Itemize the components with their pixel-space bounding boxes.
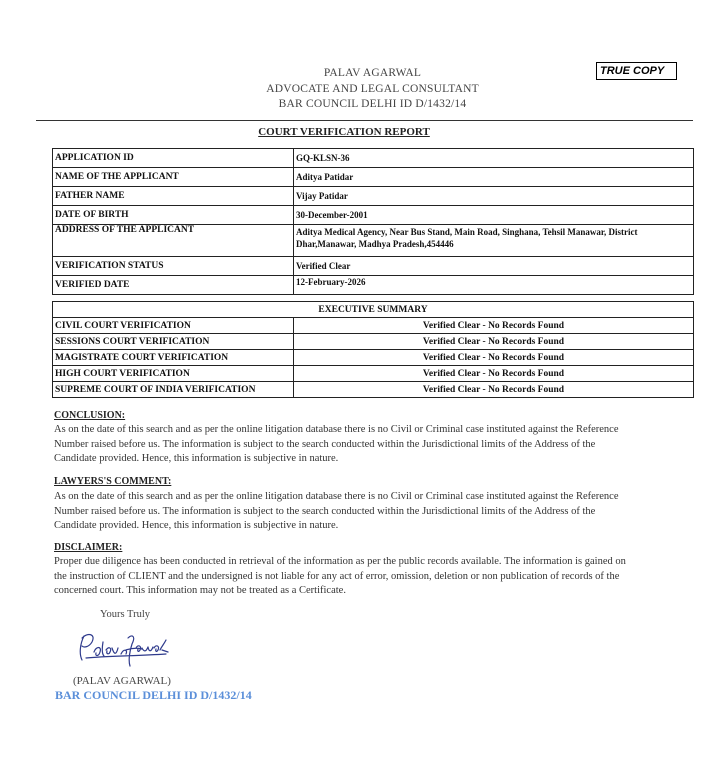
table-row bbox=[53, 366, 694, 382]
detail-label: DATE OF BIRTH bbox=[53, 206, 294, 225]
detail-value: Vijay Patidar bbox=[294, 187, 694, 206]
text-line: As on the date of this search and as per the online litigation database there is no Civil or Criminal case instituted against the Reference bbox=[54, 424, 619, 435]
bar-council-id: BAR COUNCIL DELHI ID D/1432/14 bbox=[278, 98, 467, 110]
detail-value: 12-February-2026 bbox=[294, 276, 694, 295]
detail-label: VERIFICATION STATUS bbox=[53, 257, 294, 276]
true-copy-stamp: TRUE COPY bbox=[596, 62, 677, 80]
detail-value: Aditya Patidar bbox=[294, 168, 694, 187]
text-line: As on the date of this search and as per the online litigation database there is no Civil or Criminal case instituted against the Reference bbox=[54, 491, 619, 502]
table-row bbox=[53, 334, 694, 350]
court-name: CIVIL COURT VERIFICATION bbox=[53, 318, 294, 334]
lawyers-comment-heading: LAWYERS'S COMMENT: bbox=[54, 476, 172, 487]
court-result: Verified Clear - No Records Found bbox=[294, 382, 694, 398]
court-result: Verified Clear - No Records Found bbox=[294, 350, 694, 366]
court-name: SUPREME COURT OF INDIA VERIFICATION bbox=[53, 382, 294, 398]
handwritten-signature bbox=[76, 630, 171, 670]
detail-label: VERIFIED DATE bbox=[53, 276, 294, 295]
advocate-designation: ADVOCATE AND LEGAL CONSULTANT bbox=[266, 82, 479, 95]
text-line: Number raised before us. The information is subject to the search conducted within the Jurisdictional limits of the Address of the bbox=[54, 438, 596, 450]
court-name: SESSIONS COURT VERIFICATION bbox=[53, 334, 294, 350]
closing-text: Yours Truly bbox=[100, 609, 151, 620]
table-row bbox=[53, 276, 694, 295]
text-line: Candidate provided. Hence, this information is subjective in nature. bbox=[54, 520, 339, 532]
table-row bbox=[53, 168, 694, 187]
table-row bbox=[53, 149, 694, 168]
detail-value: 30-December-2001 bbox=[294, 206, 694, 225]
table-row bbox=[53, 350, 694, 366]
conclusion-heading: CONCLUSION: bbox=[54, 410, 126, 421]
report-title: COURT VERIFICATION REPORT bbox=[258, 126, 430, 138]
text-line: the instruction of CLIENT and the undersigned is not liable for any act of error, omission, deletion or non publication of records of the bbox=[54, 570, 620, 582]
court-result: Verified Clear - No Records Found bbox=[294, 318, 694, 334]
detail-value: Aditya Medical Agency, Near Bus Stand, Main Road, Singhana, Tehsil Manawar, District Dhar,Manawar, Madhya Pradesh,454446 bbox=[294, 225, 694, 257]
text-line: Proper due diligence has been conducted in retrieval of the information as per the public records available. The information is gained on bbox=[54, 556, 626, 567]
detail-label: APPLICATION ID bbox=[53, 149, 294, 168]
table-row bbox=[53, 225, 694, 257]
table-row bbox=[53, 206, 694, 225]
header-divider bbox=[36, 120, 693, 121]
advocate-name: PALAV AGARWAL bbox=[323, 67, 422, 79]
summary-title: EXECUTIVE SUMMARY bbox=[53, 302, 694, 318]
court-result: Verified Clear - No Records Found bbox=[294, 366, 694, 382]
court-name: HIGH COURT VERIFICATION bbox=[53, 366, 294, 382]
table-header-row bbox=[53, 302, 694, 318]
text-line: Number raised before us. The information is subject to the search conducted within the Jurisdictional limits of the Address of the bbox=[54, 505, 596, 517]
court-result: Verified Clear - No Records Found bbox=[294, 334, 694, 350]
detail-label: FATHER NAME bbox=[53, 187, 294, 206]
court-name: MAGISTRATE COURT VERIFICATION bbox=[53, 350, 294, 366]
conclusion-text bbox=[54, 423, 684, 467]
detail-value: GQ-KLSN-36 bbox=[294, 149, 694, 168]
detail-value: Verified Clear bbox=[294, 257, 694, 276]
disclaimer-text bbox=[54, 555, 684, 599]
signatory-name: (PALAV AGARWAL) bbox=[73, 675, 171, 687]
detail-label: ADDRESS OF THE APPLICANT bbox=[53, 225, 294, 257]
table-row bbox=[53, 257, 694, 276]
text-line: Candidate provided. Hence, this information is subjective in nature. bbox=[54, 453, 339, 465]
table-row bbox=[53, 318, 694, 334]
text-line: concerned court. This information may not be treated as a Certificate. bbox=[54, 585, 346, 597]
executive-summary-table bbox=[52, 301, 694, 398]
signatory-bar-id: BAR COUNCIL DELHI ID D/1432/14 bbox=[55, 688, 252, 702]
detail-label: NAME OF THE APPLICANT bbox=[53, 168, 294, 187]
disclaimer-heading: DISCLAIMER: bbox=[54, 542, 123, 553]
table-row bbox=[53, 187, 694, 206]
table-row bbox=[53, 382, 694, 398]
applicant-details-table bbox=[52, 148, 694, 295]
lawyers-comment-text bbox=[54, 490, 684, 534]
